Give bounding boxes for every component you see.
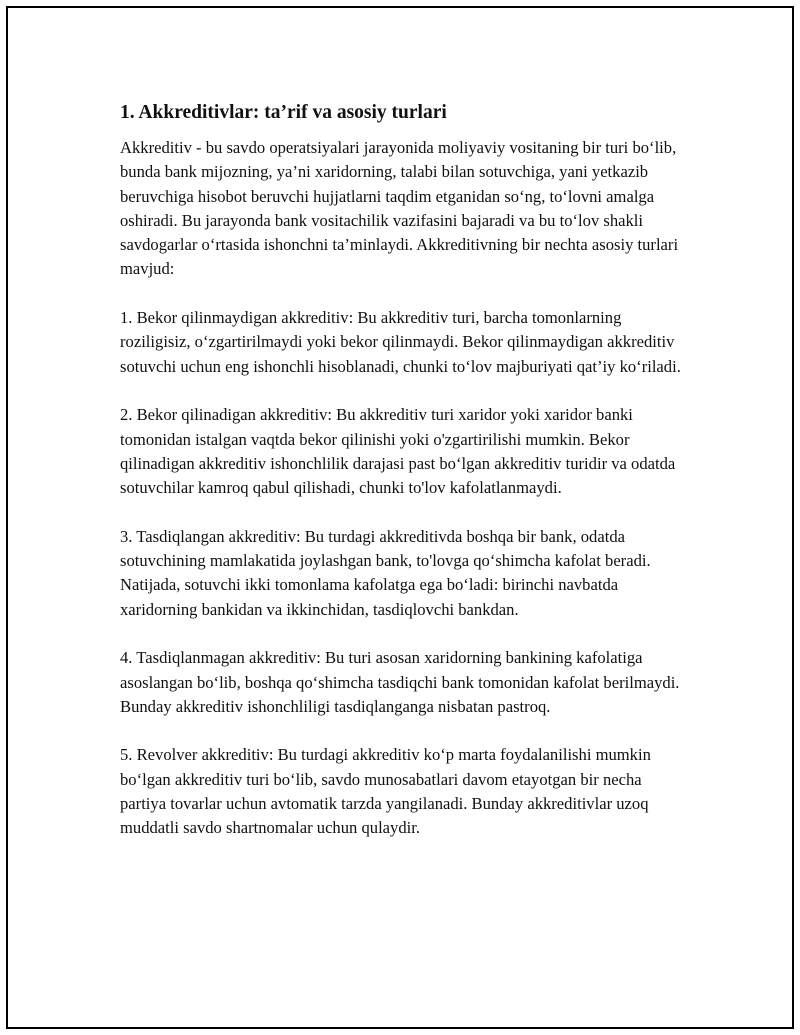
intro-paragraph: Akkreditiv - bu savdo operatsiyalari jarayonida moliyaviy vositaning bir turi bo‘lib, bunda bank mijozning, ya’ni xaridorning, talabi bilan sotuvchiga, yani yetkazib beruvchiga hisobot beruvchi hujjatlarni taqdim etganidan so‘ng, to‘lovni amalga oshiradi. Bu jarayonda bank vositachilik vazifasini bajaradi va bu to‘lov shakli savdogarlar o‘rtasida ishonchni ta’minlaydi. Akkreditivning bir nechta asosiy turlari mavjud: (120, 138, 679, 279)
paragraph-revolving: 5. Revolver akkreditiv: Bu turdagi akkreditiv ko‘p marta foydalanilishi mumkin bo‘lgan akkreditiv turi bo‘lib, savdo munosabatlari davom etayotgan bir necha partiya tovarlar uchun avtomatik tarzda yangilanadi. Bunday akkreditivlar uzoq muddatli savdo shartnomalar uchun qulaydir. (120, 745, 651, 838)
paragraph-irrevocable: 1. Bekor qilinmaydigan akkreditiv: Bu akkreditiv turi, barcha tomonlarning roziligisiz, o‘zgartirilmaydi yoki bekor qilinmaydi. Bekor qilinmaydigan akkreditiv sotuvchi uchun eng ishonchli hisoblanadi, chunki to‘lov majburiyati qat’iy ko‘riladi. (120, 308, 681, 376)
paragraph-unconfirmed: 4. Tasdiqlanmagan akkreditiv: Bu turi asosan xaridorning bankining kafolatiga asoslangan bo‘lib, boshqa qo‘shimcha tasdiqchi bank tomonidan kafolat berilmaydi. Bunday akkreditiv ishonchliligi tasdiqlanganga nisbatan pastroq. (120, 648, 680, 716)
page-title: 1. Akkreditivlar: ta’rif va asosiy turlari (120, 102, 447, 123)
page-border (6, 6, 794, 1029)
document-body (120, 100, 690, 841)
paragraph-confirmed: 3. Tasdiqlangan akkreditiv: Bu turdagi akkreditivda boshqa bir bank, odatda sotuvchining mamlakatida joylashgan bank, to'lovga qo‘shimcha kafolat beradi. Natijada, sotuvchi ikki tomonlama kafolatga ega bo‘ladi: birinchi navbatda xaridorning bankidan va ikkinchidan, tasdiqlovchi bankdan. (120, 526, 651, 619)
paragraph-revocable: 2. Bekor qilinadigan akkreditiv: Bu akkreditiv turi xaridor yoki xaridor banki tomonidan istalgan vaqtda bekor qilinishi yoki o'zgartirilishi mumkin. Bekor qilinadigan akkreditiv ishonchlilik darajasi past bo‘lgan akkreditiv turidir va odatda sotuvchilar kamroq qabul qilishadi, chunki to'lov kafolatlanmaydi. (120, 405, 676, 498)
